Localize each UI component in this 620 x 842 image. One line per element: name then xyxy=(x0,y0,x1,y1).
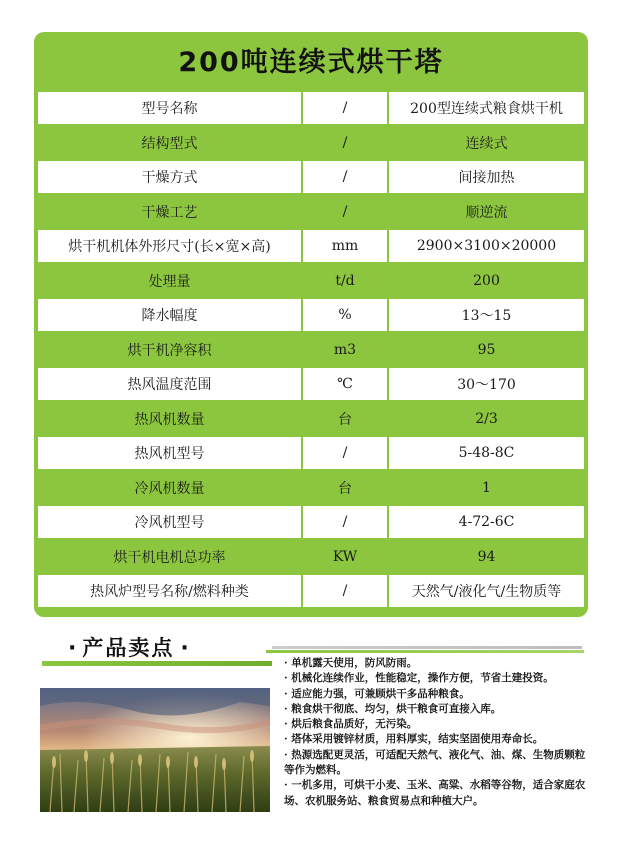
spec-unit: / xyxy=(303,92,387,124)
spec-row xyxy=(38,506,584,538)
spec-name: 冷风机数量 xyxy=(38,472,301,504)
spec-unit: / xyxy=(303,127,387,159)
spec-unit: m3 xyxy=(303,334,387,366)
spec-unit: / xyxy=(303,575,387,607)
list-item: · 烘后粮食品质好，无污染。 xyxy=(284,718,418,731)
spec-unit: KW xyxy=(303,541,387,573)
spec-row xyxy=(38,161,584,193)
spec-row xyxy=(38,437,584,469)
spec-value: 13～15 xyxy=(389,299,584,331)
spec-value: 94 xyxy=(389,541,584,573)
spec-name: 结构型式 xyxy=(38,127,301,159)
spec-value: 2900×3100×20000 xyxy=(389,230,584,262)
list-item: · 粮食烘干彻底、均匀，烘干粮食可直接入库。 xyxy=(284,702,502,715)
spec-name: 热风温度范围 xyxy=(38,368,301,400)
spec-row xyxy=(38,334,584,366)
spec-row xyxy=(38,230,584,262)
spec-name: 降水幅度 xyxy=(38,299,301,331)
divider-line xyxy=(266,650,584,653)
spec-name: 热风机型号 xyxy=(38,437,301,469)
spec-row xyxy=(38,403,584,435)
spec-name: 冷风机型号 xyxy=(38,506,301,538)
spec-unit: / xyxy=(303,196,387,228)
spec-name: 干燥工艺 xyxy=(38,196,301,228)
spec-value: 200 xyxy=(389,265,584,297)
spec-name: 处理量 xyxy=(38,265,301,297)
spec-card xyxy=(34,32,588,617)
spec-row xyxy=(38,575,584,607)
bullet-dot: · xyxy=(68,636,77,661)
spec-name: 烘干机电机总功率 xyxy=(38,541,301,573)
spec-value: 顺逆流 xyxy=(389,196,584,228)
spec-value: 5-48-8C xyxy=(389,437,584,469)
spec-row xyxy=(38,196,584,228)
spec-row xyxy=(38,541,584,573)
spec-value: 200型连续式粮食烘干机 xyxy=(389,92,584,124)
divider-line xyxy=(42,661,272,666)
card-title: 200吨连续式烘干塔 xyxy=(178,47,444,78)
spec-name: 干燥方式 xyxy=(38,161,301,193)
list-item: · 塔体采用镀锌材质，用料厚实，结实坚固使用寿命长。 xyxy=(284,733,544,746)
list-item: · 一机多用，可烘干小麦、玉米、高粱、水稻等谷物，适合家庭农场、农机服务站、粮食贸易点和种植大户。 xyxy=(284,779,586,807)
spec-name: 型号名称 xyxy=(38,92,301,124)
spec-unit: t/d xyxy=(303,265,387,297)
spec-row xyxy=(38,265,584,297)
spec-value: 4-72-6C xyxy=(389,506,584,538)
spec-unit: % xyxy=(303,299,387,331)
spec-name: 烘干机净容积 xyxy=(38,334,301,366)
wheat-field-photo xyxy=(40,688,270,812)
spec-value: 2/3 xyxy=(389,403,584,435)
spec-unit: mm xyxy=(303,230,387,262)
list-item: · 单机露天使用，防风防雨。 xyxy=(284,657,418,669)
selling-points-list xyxy=(284,656,594,809)
spec-value: 30～170 xyxy=(389,368,584,400)
spec-unit: / xyxy=(303,161,387,193)
spec-unit: 台 xyxy=(303,472,387,504)
spec-name: 烘干机机体外形尺寸(长×宽×高) xyxy=(38,230,301,262)
spec-unit: 台 xyxy=(303,403,387,435)
spec-row xyxy=(38,92,584,124)
spec-value: 1 xyxy=(389,472,584,504)
spec-name: 热风机数量 xyxy=(38,403,301,435)
spec-row xyxy=(38,127,584,159)
spec-table xyxy=(38,92,584,610)
spec-value: 间接加热 xyxy=(389,161,584,193)
spec-row xyxy=(38,299,584,331)
spec-name: 热风炉型号名称/燃料种类 xyxy=(38,575,301,607)
spec-row xyxy=(38,368,584,400)
list-item: · 机械化连续作业，性能稳定，操作方便，节省土建投资。 xyxy=(284,672,554,685)
spec-row xyxy=(38,472,584,504)
selling-points-header xyxy=(62,632,195,662)
spec-unit: / xyxy=(303,437,387,469)
spec-value: 连续式 xyxy=(389,127,584,159)
spec-unit: / xyxy=(303,506,387,538)
divider-line xyxy=(272,646,582,649)
list-item: · 热源选配更灵活，可适配天然气、液化气、油、煤、生物质颗粒等作为燃料。 xyxy=(284,748,586,777)
selling-points-title: 产品卖点 xyxy=(82,636,175,660)
spec-value: 天然气/液化气/生物质等 xyxy=(389,575,584,607)
spec-unit: ℃ xyxy=(303,368,387,400)
list-item: · 适应能力强，可兼顾烘干多品种粮食。 xyxy=(284,687,470,700)
spec-value: 95 xyxy=(389,334,584,366)
bullet-dot: · xyxy=(180,636,189,661)
